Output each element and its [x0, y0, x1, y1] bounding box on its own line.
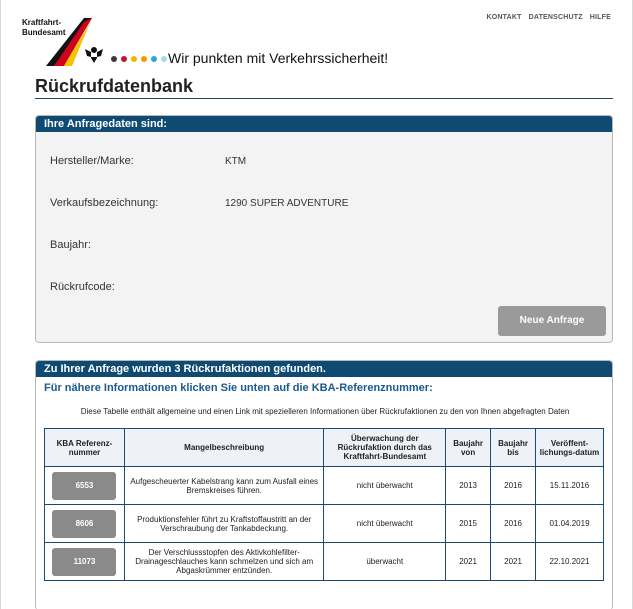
color-dot-3: [131, 56, 137, 62]
federal-eagle-icon: [83, 44, 105, 64]
date-cell: 22.10.2021: [536, 543, 604, 581]
top-navigation: [486, 14, 611, 21]
field-value-sales-name: 1290 SUPER ADVENTURE: [225, 198, 349, 209]
ref-cell: [45, 467, 125, 505]
monitoring-cell: nicht überwacht: [324, 505, 446, 543]
description-cell: Produktionsfehler führt zu Kraftstoffaustritt an der Verschraubung der Tankabdeckung.: [124, 505, 323, 543]
year-to-cell: 2016: [491, 505, 536, 543]
ref-cell: [45, 543, 125, 581]
col-header-ref: KBA Referenz-nummer: [45, 429, 125, 467]
query-panel-heading: Ihre Anfragedaten sind:: [36, 116, 612, 132]
color-dot-1: [111, 56, 117, 62]
page-title: Rückrufdatenbank: [35, 76, 194, 96]
year-from-cell: 2013: [446, 467, 491, 505]
field-value-manufacturer: KTM: [225, 156, 247, 167]
nav-datenschutz[interactable]: DATENSCHUTZ: [528, 14, 583, 21]
field-label-build-year: Baujahr:: [50, 239, 91, 251]
monitoring-cell: überwacht: [324, 543, 446, 581]
ref-number-button[interactable]: 11073: [52, 548, 116, 576]
table-row: [45, 467, 604, 505]
color-dot-5: [151, 56, 157, 62]
year-to-cell: 2016: [491, 467, 536, 505]
query-data-panel: [35, 115, 613, 343]
col-header-year-from: Baujahr von: [446, 429, 491, 467]
site-header: [0, 0, 633, 75]
nav-hilfe[interactable]: HILFE: [589, 14, 611, 21]
color-dot-6: [161, 56, 167, 62]
year-to-cell: 2021: [491, 543, 536, 581]
ref-cell: [45, 505, 125, 543]
table-row: [45, 505, 604, 543]
logo-line-2: Bundesamt: [22, 28, 66, 37]
table-row: [45, 543, 604, 581]
monitoring-cell: nicht überwacht: [324, 467, 446, 505]
results-description: Diese Tabelle enthält allgemeine und einen Link mit spezielleren Informationen über Rückrufaktionen zu den von Ihnen abgefragten Daten: [80, 407, 570, 416]
title-divider: [35, 98, 613, 99]
recall-table: [44, 428, 604, 581]
color-dot-4: [141, 56, 147, 62]
year-from-cell: 2021: [446, 543, 491, 581]
new-query-button[interactable]: Neue Anfrage: [498, 306, 606, 336]
date-cell: 01.04.2019: [536, 505, 604, 543]
description-cell: Der Verschlussstopfen des Aktivkohlefilter-Drainageschlauches kann schmelzen und sich am Abgaskrümmer entzünden.: [124, 543, 323, 581]
col-header-monitoring: Überwachung der Rückrufaktion durch das Kraftfahrt-Bundesamt: [324, 429, 446, 467]
field-label-sales-name: Verkaufsbezeichnung:: [50, 197, 159, 209]
description-cell: Aufgescheuerter Kabelstrang kann zum Ausfall eines Bremskreises führen.: [124, 467, 323, 505]
color-dot-2: [121, 56, 127, 62]
col-header-date: Veröffent-lichungs-datum: [536, 429, 604, 467]
color-dots: [111, 56, 167, 62]
results-panel: [35, 360, 613, 609]
results-panel-heading: Zu Ihrer Anfrage wurden 3 Rückrufaktionen gefunden.: [36, 361, 612, 377]
nav-kontakt[interactable]: KONTAKT: [486, 14, 522, 21]
col-header-description: Mangelbeschreibung: [124, 429, 323, 467]
col-header-year-to: Baujahr bis: [491, 429, 536, 467]
results-subheading: Für nähere Informationen klicken Sie unten auf die KBA-Referenznummer:: [44, 382, 433, 394]
field-label-manufacturer: Hersteller/Marke:: [50, 155, 134, 167]
slogan: Wir punkten mit Verkehrssicherheit!: [168, 50, 389, 66]
ref-number-button[interactable]: 8606: [52, 510, 116, 538]
logo-line-1: Kraftfahrt-: [22, 18, 62, 27]
ref-number-button[interactable]: 6553: [52, 472, 116, 500]
table-header-row: [45, 429, 604, 467]
date-cell: 15.11.2016: [536, 467, 604, 505]
year-from-cell: 2015: [446, 505, 491, 543]
field-label-recall-code: Rückrufcode:: [50, 281, 115, 293]
